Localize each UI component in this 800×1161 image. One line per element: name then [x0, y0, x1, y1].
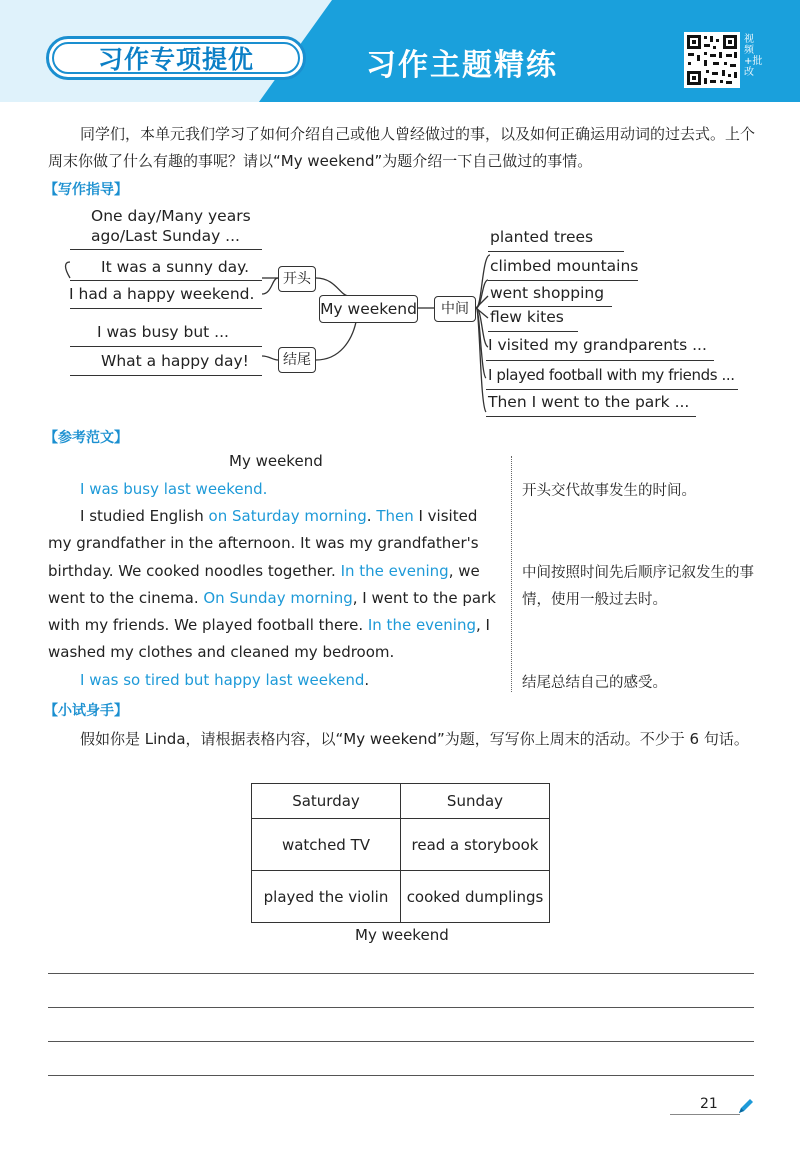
intro-paragraph: 同学们，本单元我们学习了如何介绍自己或他人曾经做过的事，以及如何正确运用动词的过去式。上个周末你做了什么有趣的事呢？请以“My weekend”为题介绍一下自己做过的事情。	[48, 125, 756, 170]
qr-label: 视频+批改	[744, 34, 763, 78]
opening-option-2: It was a sunny day.	[101, 258, 250, 276]
table-cell: played the violin	[252, 871, 401, 923]
writing-line[interactable]	[48, 1007, 754, 1008]
opening-label-box: 开头	[278, 266, 316, 292]
practice-title: My weekend	[355, 926, 449, 944]
sample-title: My weekend	[229, 452, 323, 470]
page-number: 21	[700, 1096, 718, 1112]
series-label-pill	[46, 36, 306, 80]
ending-label-box: 结尾	[278, 347, 316, 373]
middle-option-4: flew kites	[490, 308, 564, 326]
sample-note-opening: 开头交代故事发生的时间。	[522, 483, 696, 499]
sample-time-phrase: On Sunday morning	[203, 588, 353, 607]
sample-time-phrase: on Saturday morning	[208, 507, 367, 525]
middle-underline-4	[488, 331, 578, 332]
practice-heading: 【小试身手】	[44, 703, 128, 719]
table-cell: read a storybook	[401, 819, 550, 871]
table-cell: watched TV	[252, 819, 401, 871]
middle-underline-5	[486, 360, 714, 361]
opening-option-1a: One day/Many years	[91, 207, 251, 225]
bracket-opening	[66, 262, 71, 278]
middle-option-1: planted trees	[490, 228, 594, 246]
table-header-cell: Saturday	[252, 784, 401, 819]
sample-time-phrase: Then	[376, 507, 414, 525]
writing-line[interactable]	[48, 973, 754, 974]
sample-text: , I went to the park with my friends. We played football there.	[48, 588, 496, 635]
middle-underline-2	[488, 280, 638, 281]
middle-underline-6	[486, 389, 738, 390]
center-topic-box: My weekend	[319, 295, 418, 323]
sample-opening-sentence: I was busy last weekend.	[80, 480, 268, 498]
practice-prompt: 假如你是 Linda，请根据表格内容，以“My weekend”为题，写写你上周末的活动。不少于 6 句话。	[80, 730, 749, 748]
middle-option-6: I played football with my friends ...	[488, 366, 735, 384]
connector-center-ending	[316, 322, 356, 360]
middle-underline-3	[488, 306, 612, 307]
middle-option-5: I visited my grandparents ...	[488, 336, 707, 354]
middle-underline-1	[488, 251, 624, 252]
sample-text: .	[364, 671, 370, 689]
sample-note-middle: 中间按照时间先后顺序记叙发生的事情，使用一般过去时。	[522, 565, 754, 608]
ending-option-2: What a happy day!	[101, 352, 249, 370]
series-label: 习作专项提优	[97, 45, 254, 74]
opening-underline-2	[70, 280, 262, 281]
middle-option-7: Then I went to the park ...	[488, 393, 690, 411]
connector-ending	[262, 356, 278, 360]
sample-paragraph-2	[48, 503, 500, 667]
table-cell: cooked dumplings	[401, 871, 550, 923]
sample-time-phrase: In the evening	[367, 616, 476, 635]
opening-underline-1	[70, 249, 262, 250]
page-title: 习作主题精练	[366, 48, 558, 83]
opening-underline-3	[70, 308, 262, 309]
sample-divider	[511, 456, 512, 692]
table-row	[252, 819, 550, 871]
sample-text: , I washed my clothes and cleaned my bedroom.	[48, 616, 490, 662]
sample-closing-sentence: I was so tired but happy last weekend	[80, 671, 365, 689]
sample-text: I visited my grandfather in the afternoon. It was my grandfather's birthday. We cooked noodles together.	[48, 507, 479, 580]
qr-code-icon[interactable]	[684, 32, 740, 88]
sample-heading: 【参考范文】	[44, 430, 128, 446]
ending-option-1: I was busy but ...	[97, 323, 229, 341]
table-header-cell: Sunday	[401, 784, 550, 819]
guide-heading: 【写作指导】	[44, 182, 128, 198]
sample-text: .	[366, 507, 377, 525]
connector-middle-3	[476, 296, 488, 308]
connector-center-opening	[316, 278, 348, 296]
table-header-row	[252, 784, 550, 819]
middle-option-3: went shopping	[490, 284, 605, 302]
sample-text: , we went to the cinema.	[48, 561, 480, 607]
ending-underline-2	[70, 375, 262, 376]
connector-opening-bottom	[262, 278, 278, 294]
connector-middle-1	[476, 255, 490, 308]
middle-option-2: climbed mountains	[490, 257, 639, 275]
middle-underline-7	[486, 416, 696, 417]
opening-option-1b: ago/Last Sunday ...	[91, 227, 240, 245]
middle-label-box: 中间	[434, 296, 476, 322]
pencil-icon	[736, 1096, 756, 1120]
footer-rule	[670, 1114, 740, 1115]
sample-note-ending: 结尾总结自己的感受。	[522, 675, 667, 691]
sample-text: I studied English	[80, 507, 209, 525]
ending-underline-1	[70, 346, 262, 347]
sample-paragraph-1	[48, 476, 500, 503]
writing-line[interactable]	[48, 1041, 754, 1042]
activity-table	[251, 783, 550, 923]
opening-option-3: I had a happy weekend.	[69, 285, 255, 303]
table-row	[252, 871, 550, 923]
sample-paragraph-3	[48, 667, 500, 694]
sample-time-phrase: In the evening	[340, 561, 449, 580]
writing-line[interactable]	[48, 1075, 754, 1076]
